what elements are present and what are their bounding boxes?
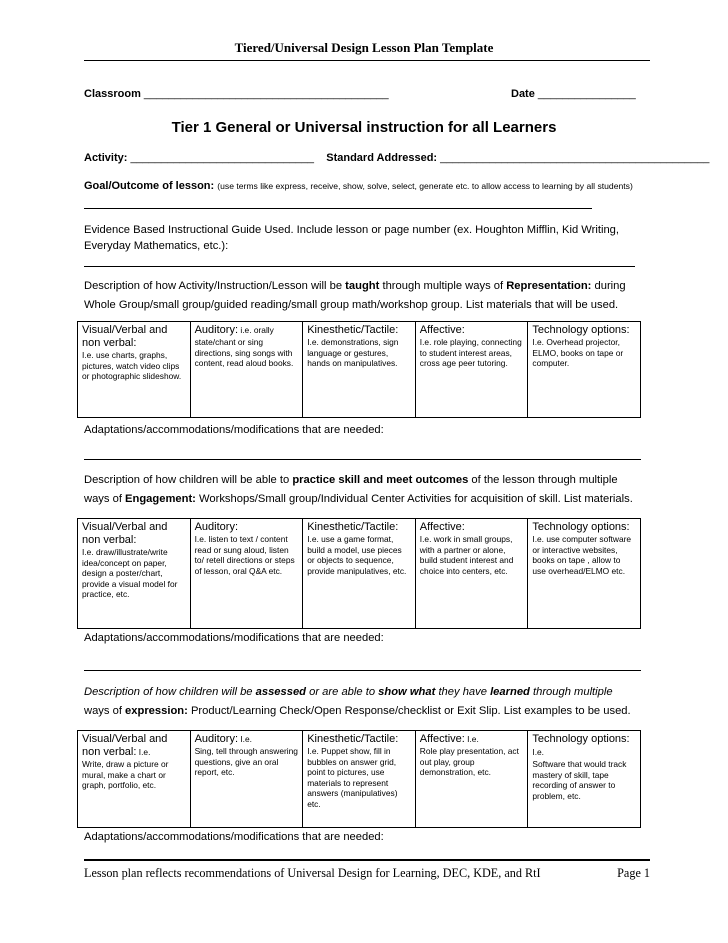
expression-key3: learned <box>490 686 530 698</box>
expression-mid1: or are able to <box>306 686 379 698</box>
page-number: Page 1 <box>617 866 650 880</box>
table2-cell-kinesthetic <box>303 519 416 629</box>
expression-line-1 <box>84 686 613 698</box>
table3-auditory-body: Sing, tell through answering questions, give an oral report, etc. <box>194 746 298 777</box>
evidence-line-1: Evidence Based Instructional Guide Used. Include lesson or page number (ex. Houghton Mifflin, Kid Writing, <box>84 224 620 236</box>
engagement-pre2: ways of <box>84 493 126 505</box>
table3-cell-visual <box>78 731 191 828</box>
table1-cell-kinesthetic <box>303 322 416 418</box>
date-label: Date <box>511 88 535 100</box>
classroom-blank: ________________________________________ <box>143 88 389 100</box>
engagement-line-1 <box>84 474 618 486</box>
representation-post: during <box>591 280 626 292</box>
adaptations-label-3: Adaptations/accommodations/modifications that are needed: <box>84 831 384 843</box>
expression-key4: expression: <box>125 705 188 717</box>
table3-auditory-head: Auditory: <box>194 733 239 745</box>
evidence-line-2: Everyday Mathematics, etc.): <box>84 240 229 252</box>
representation-line-1 <box>84 280 626 292</box>
adaptations-label-1: Adaptations/accommodations/modifications that are needed: <box>84 424 384 436</box>
expression-post1: through multiple <box>529 686 613 698</box>
table3-cell-auditory <box>190 731 303 828</box>
representation-pre: Description of how Activity/Instruction/Lesson will be <box>84 280 346 292</box>
table1-cell-auditory <box>190 322 303 418</box>
table2-technology-body: I.e. use computer software or interactive websites, books on tape , allow to use overhead/ELMO etc. <box>532 534 632 576</box>
engagement-post1: of the lesson through multiple <box>468 474 618 486</box>
activity-blank: ______________________________ <box>130 152 314 164</box>
table3-technology-head-note: I.e. <box>532 747 545 757</box>
document-header-title: Tiered/Universal Design Lesson Plan Template <box>234 40 494 55</box>
table1-auditory-head: Auditory: <box>194 324 239 336</box>
table2-kinesthetic-body: I.e. use a game format, build a model, use pieces or objects to sequence, provide manipulatives, etc. <box>307 534 407 576</box>
table1-technology-head: Technology options: <box>532 324 630 336</box>
evidence-blank-rule <box>84 266 635 267</box>
table3-auditory-head-note: I.e. <box>238 734 252 744</box>
activity-standard-line <box>84 152 709 164</box>
table3-technology-body: Software that would track mastery of skill, tape recording of answer to problem, etc. <box>532 759 627 801</box>
table3-kinesthetic-head: Kinesthetic/Tactile: <box>307 733 399 745</box>
table3-affective-body: Role play presentation, act out play, group demonstration, etc. <box>419 746 519 777</box>
expression-table <box>77 730 641 828</box>
representation-table <box>77 321 641 418</box>
table1-affective-head: Affective: <box>419 324 465 336</box>
table1-visual-body: I.e. use charts, graphs, pictures, watch video clips or photographic slideshow. <box>82 350 182 381</box>
table1-kinesthetic-head: Kinesthetic/Tactile: <box>307 324 399 336</box>
goal-note: (use terms like express, receive, show, solve, select, generate etc. to allow access to learning by all students) <box>217 181 633 191</box>
table2-cell-visual <box>78 519 191 629</box>
table1-cell-technology <box>528 322 641 418</box>
representation-key: Representation: <box>506 280 592 292</box>
footer-text: Lesson plan reflects recommendations of Universal Design for Learning, DEC, KDE, and RtI <box>84 866 541 880</box>
classroom-field <box>84 88 389 100</box>
expression-key1: assessed <box>255 686 307 698</box>
table-row <box>78 519 641 629</box>
table2-visual-body: I.e. draw/illustrate/write idea/concept on paper, design a poster/chart, provide a visual model for practice, etc. <box>82 547 178 599</box>
table3-kinesthetic-body: I.e. Puppet show, fill in bubbles on answer grid, point to pictures, use materials to represent answers (manipulatives) etc. <box>307 746 398 809</box>
table3-technology-head: Technology options: <box>532 733 630 745</box>
table3-affective-head-note: I.e. <box>464 734 479 744</box>
table3-cell-kinesthetic <box>303 731 416 828</box>
goal-label: Goal/Outcome of lesson: <box>84 180 215 192</box>
goal-blank-rule <box>84 208 592 209</box>
table2-cell-affective <box>415 519 528 629</box>
table3-cell-technology <box>528 731 641 828</box>
table2-technology-head: Technology options: <box>532 521 630 533</box>
footer <box>84 866 650 881</box>
engagement-line-2 <box>84 493 633 505</box>
expression-pre2: ways of <box>84 705 126 717</box>
table3-cell-affective <box>415 731 528 828</box>
footer-rule <box>84 859 650 861</box>
table2-affective-head: Affective: <box>419 521 465 533</box>
expression-post2: Product/Learning Check/Open Response/checklist or Exit Slip. List examples to be used. <box>187 705 631 717</box>
activity-label: Activity: <box>84 152 128 164</box>
table3-visual-body: Write, draw a picture or mural, make a chart or graph, portfolio, etc. <box>82 759 169 790</box>
table1-kinesthetic-body: I.e. demonstrations, sign language or gestures, hands on manipulatives. <box>307 337 399 368</box>
table1-auditory-head-note: i.e. orally <box>238 325 274 335</box>
representation-taught: taught <box>345 280 380 292</box>
adaptations-blank-rule-2 <box>84 670 641 671</box>
tier-heading: Tier 1 General or Universal instruction for all Learners <box>171 119 557 136</box>
engagement-table <box>77 518 641 629</box>
table2-affective-body: I.e. work in small groups, with a partner or alone, build student interest and choice into centers, etc. <box>419 534 514 576</box>
expression-pre: Description of how children will be <box>84 686 256 698</box>
table3-visual-head-note: I.e. <box>136 747 151 757</box>
table2-auditory-head: Auditory: <box>194 521 239 533</box>
header-rule <box>84 60 650 61</box>
table2-auditory-body: I.e. listen to text / content read or sung aloud, listen to/ retell directions or steps of lesson, oral Q&A etc. <box>194 534 295 576</box>
engagement-post2: Workshops/Small group/Individual Center Activities for acquisition of skill. List materials. <box>195 493 633 505</box>
representation-mid: through multiple ways of <box>379 280 507 292</box>
table1-cell-affective <box>415 322 528 418</box>
expression-key2: show what <box>378 686 436 698</box>
table3-visual-head: Visual/Verbal and non verbal: <box>82 733 168 758</box>
engagement-pre: Description of how children will be able to <box>84 474 293 486</box>
expression-line-2 <box>84 705 631 717</box>
engagement-key1: practice skill and meet outcomes <box>292 474 469 486</box>
expression-mid2: they have <box>435 686 491 698</box>
representation-line-2: Whole Group/small group/guided reading/small group math/workshop group. List materials that will be used. <box>84 299 619 311</box>
date-blank: ________________ <box>537 88 636 100</box>
standard-blank: ____________________________________________ <box>440 152 710 164</box>
adaptations-blank-rule-1 <box>84 459 641 460</box>
engagement-key2: Engagement: <box>125 493 196 505</box>
table1-cell-visual <box>78 322 191 418</box>
standard-label: Standard Addressed: <box>326 152 438 164</box>
table1-affective-body: I.e. role playing, connecting to student interest areas, cross age peer tutoring. <box>419 337 522 368</box>
table2-cell-auditory <box>190 519 303 629</box>
table3-affective-head: Affective: <box>419 733 465 745</box>
adaptations-label-2: Adaptations/accommodations/modifications that are needed: <box>84 632 384 644</box>
table-row <box>78 322 641 418</box>
table1-auditory-body: state/chant or sing directions, sing songs with content, read aloud books. <box>194 337 294 368</box>
table-row <box>78 731 641 828</box>
table2-visual-head: Visual/Verbal and non verbal: <box>82 521 168 546</box>
table2-kinesthetic-head: Kinesthetic/Tactile: <box>307 521 399 533</box>
goal-line <box>84 180 633 192</box>
classroom-label: Classroom <box>84 88 141 100</box>
table2-cell-technology <box>528 519 641 629</box>
table1-technology-body: I.e. Overhead projector, ELMO, books on tape or computer. <box>532 337 624 368</box>
date-field <box>511 88 636 100</box>
table1-visual-head: Visual/Verbal and non verbal: <box>82 324 168 349</box>
